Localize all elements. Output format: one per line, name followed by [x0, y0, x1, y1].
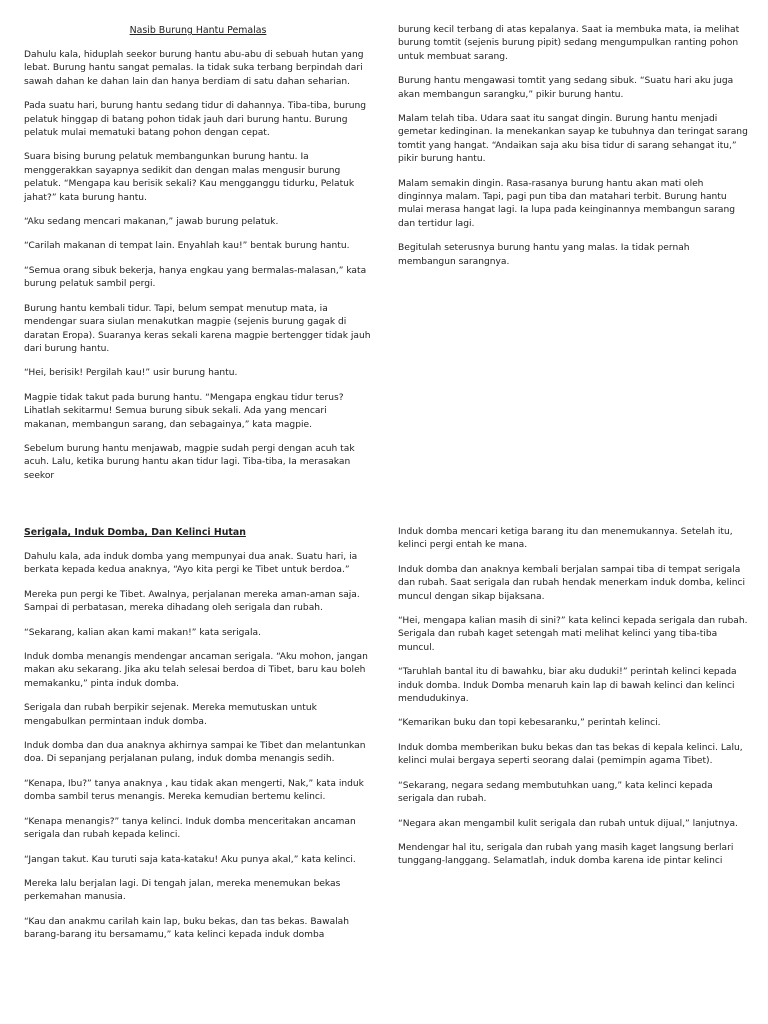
paragraph: “Jangan takut. Kau turuti saja kata-kataku! Aku punya akal,” kata kelinci.: [24, 854, 356, 865]
paragraph: Dahulu kala, ada induk domba yang mempunyai dua anak. Suatu hari, ia berkata kepada kedua anaknya, “Ayo kita pergi ke Tibet untuk berdoa.”: [24, 552, 358, 576]
paragraph: “Kenapa, Ibu?” tanya anaknya , kau tidak akan mengerti, Nak,” kata induk domba sambil terus menangis. Mereka kemudian bertemu kelinci.: [24, 778, 364, 803]
paragraph: Induk domba memberikan buku bekas dan tas bekas di kepala kelinci. Lalu, kelinci mulai bergaya seperti seorang dalai (pemimpin agama Tibet).: [398, 742, 743, 767]
story-section-wolf: [0, 526, 768, 986]
paragraph: Sebelum burung hantu menjawab, magpie sudah pergi dengan acuh tak acuh. Lalu, ketika burung hantu akan tidur lagi. Tiba-tiba, Ia merasakan seekor: [24, 443, 355, 481]
story-wolf-left-column: [24, 526, 372, 954]
paragraph: Induk domba mencari ketiga barang itu dan menemukannya. Setelah itu, kelinci pergi entah ke mana.: [398, 527, 733, 551]
paragraph: “Hei, mengapa kalian masih di sini?” kata kelinci kepada serigala dan rubah. Serigala dan rubah kaget setengah mati melihat kelinci yang tiba-tiba muncul.: [398, 616, 748, 653]
story-section-owl: [0, 24, 768, 494]
paragraph: “Kemarikan buku dan topi kebesaranku,” perintah kelinci.: [398, 718, 661, 729]
paragraph: Dahulu kala, hiduplah seekor burung hantu abu-abu di sebuah hutan yang lebat. Burung hantu sangat pemalas. Ia tidak suka terbang berpindah dari sawah dahan ke dahan lain dan hanya berdiam di satu dahan seharian.: [24, 50, 364, 87]
story-title-owl: Nasib Burung Hantu Pemalas: [129, 25, 267, 36]
paragraph: “Sekarang, negara sedang membutuhkan uang,” kata kelinci kepada serigala dan rubah.: [398, 780, 713, 805]
paragraph: Serigala dan rubah berpikir sejenak. Mereka memutuskan untuk mengabulkan permintaan induk domba.: [24, 703, 317, 727]
paragraph: Induk domba dan dua anaknya akhirnya sampai ke Tibet dan melantunkan doa. Di sepanjang perjalanan pulang, induk domba menangis sedih.: [24, 741, 366, 765]
paragraph: “Kau dan anakmu carilah kain lap, buku bekas, dan tas bekas. Bawalah barang-barang itu bersamamu,” kata kelinci kepada induk domba: [24, 916, 350, 941]
paragraph: Begitulah seterusnya burung hantu yang malas. Ia tidak pernah membangun sarangnya.: [398, 243, 690, 267]
paragraph: Burung hantu mengawasi tomtit yang sedang sibuk. “Suatu hari aku juga akan membangun sarangku,” pikir burung hantu.: [398, 76, 734, 100]
paragraph: Induk domba menangis mendengar ancaman serigala. “Aku mohon, jangan makan aku sekarang. Jika aku telah selesai berdoa di Tibet, baru kau boleh memakanku,” pinta induk domba.: [24, 652, 368, 689]
paragraph: Malam semakin dingin. Rasa-rasanya burung hantu akan mati oleh dinginnya malam. Tapi, pagi pun tiba dan matahari terbit. Burung hantu mulai merasa hangat lagi. Ia lupa pada keinginannya membangun sarang dan tertidur lagi.: [398, 178, 736, 229]
paragraph: “Kenapa menangis?” tanya kelinci. Induk domba menceritakan ancaman serigala dan rubah kepada kelinci.: [24, 816, 356, 841]
story-title-wolf: Serigala, Induk Domba, Dan Kelinci Hutan: [24, 527, 246, 538]
story-wolf-right-column: [398, 526, 748, 880]
paragraph: “Semua orang sibuk bekerja, hanya engkau yang bermalas-malasan,” kata burung pelatuk sambil pergi.: [24, 265, 367, 290]
paragraph: “Sekarang, kalian akan kami makan!” kata serigala.: [24, 627, 261, 638]
paragraph: Mereka pun pergi ke Tibet. Awalnya, perjalanan mereka aman-aman saja. Sampai di perbatasan, mereka dihadang oleh serigala dan rubah.: [24, 589, 360, 614]
paragraph: Pada suatu hari, burung hantu sedang tidur di dahannya. Tiba-tiba, burung pelatuk hinggap di batang pohon tidak jauh dari burung hantu. Burung pelatuk mulai mematuki batang pohon dengan cepat.: [24, 101, 367, 139]
paragraph: Burung hantu kembali tidur. Tapi, belum sempat menutup mata, ia mendengar suara siulan menakutkan magpie (sejenis burung gagak di daratan Eropa). Suaranya keras sekali karena magpie bertengger tidak jauh dari burung hantu.: [24, 303, 371, 354]
paragraph: Mereka lalu berjalan lagi. Di tengah jalan, mereka menemukan bekas perkemahan manusia.: [24, 878, 341, 903]
story-owl-left-column: [24, 24, 372, 494]
paragraph: Suara bising burung pelatuk membangunkan burung hantu. Ia menggerakkan sayapnya sedikit dan dengan malas mengusir burung pelatuk. “Mengapa kau berisik sekali? Kau mengganggu tidurku, Pelatuk jahat?” kata burung hantu.: [24, 152, 355, 203]
paragraph: Induk domba dan anaknya kembali berjalan sampai tiba di tempat serigala dan rubah. Saat serigala dan rubah hendak menerkam induk domba, kelinci muncul dengan sikap bijaksana.: [398, 564, 745, 602]
paragraph: burung kecil terbang di atas kepalanya. Saat ia membuka mata, ia melihat burung tomtit (sejenis burung pipit) sedang mengumpulkan ranting pohon untuk membuat sarang.: [398, 25, 740, 62]
paragraph: “Negara akan mengambil kulit serigala dan rubah untuk dijual,” lanjutnya.: [398, 818, 738, 829]
paragraph: “Carilah makanan di tempat lain. Enyahlah kau!” bentak burung hantu.: [24, 241, 350, 252]
paragraph: Malam telah tiba. Udara saat itu sangat dingin. Burung hantu menjadi gemetar kedinginan. Ia menekankan sayap ke tubuhnya dan teringat sarang tomtit yang hangat. “Andaikan saja aku bisa tidur di sarang sehangat itu,” pikir burung hantu.: [398, 114, 748, 165]
paragraph: Mendengar hal itu, serigala dan rubah yang masih kaget langsung berlari tunggang-langgang. Selamatlah, induk domba karena ide pintar kelinci: [398, 842, 734, 867]
paragraph: “Taruhlah bantal itu di bawahku, biar aku duduki!” perintah kelinci kepada induk domba. Induk Domba menaruh kain lap di bawah kelinci dan kelinci mendudukinya.: [398, 667, 737, 705]
paragraph: “Hei, berisik! Pergilah kau!” usir burung hantu.: [24, 368, 238, 379]
paragraph: “Aku sedang mencari makanan,” jawab burung pelatuk.: [24, 217, 279, 228]
story-owl-right-column: [398, 24, 748, 280]
paragraph: Magpie tidak takut pada burung hantu. “Mengapa engkau tidur terus? Lihatlah sekitarmu! Semua burung sibuk sekali. Ada yang mencari makanan, membangun sarang, dan sebagainya,” kata magpie.: [24, 392, 344, 430]
